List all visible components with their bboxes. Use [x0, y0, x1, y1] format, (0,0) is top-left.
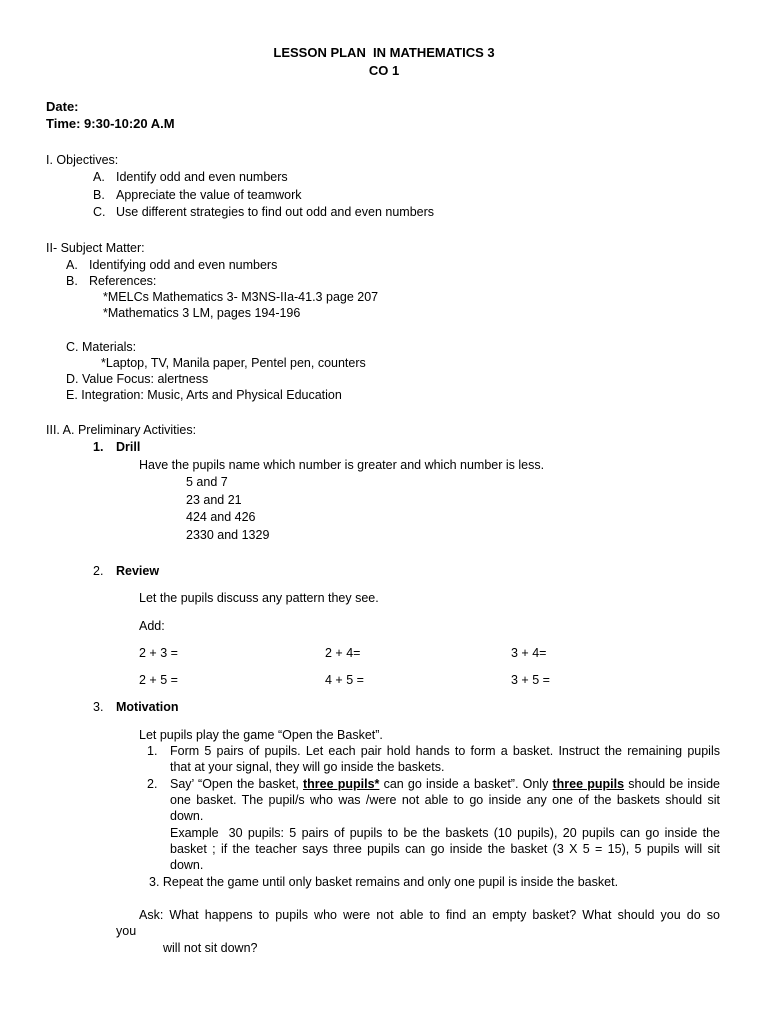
objective-marker: A.: [93, 170, 105, 184]
text-segment: should be inside: [624, 777, 720, 791]
emphasis-text: three pupils: [552, 777, 625, 791]
motivation-intro: Let pupils play the game “Open the Basket”.: [139, 728, 383, 742]
equation: 2 + 4=: [325, 646, 361, 660]
objective-item: Appreciate the value of teamwork: [116, 188, 302, 202]
objective-marker: B.: [93, 188, 105, 202]
equation: 4 + 5 =: [325, 673, 364, 687]
review-number: 2.: [93, 564, 104, 578]
example-text: 30 pupils: 5 pairs of pupils to be the baskets (10 pupils), 20 pupils can go inside the: [228, 826, 720, 840]
subject-marker: A.: [66, 258, 78, 272]
drill-title: Drill: [116, 440, 141, 454]
document-title: LESSON PLAN IN MATHEMATICS 3: [273, 45, 495, 60]
materials-list: *Laptop, TV, Manila paper, Pentel pen, counters: [101, 356, 366, 370]
document-subtitle: CO 1: [368, 63, 400, 78]
objective-marker: C.: [93, 205, 106, 219]
review-title: Review: [116, 564, 160, 578]
drill-pair: 2330 and 1329: [186, 528, 270, 542]
references-label: References:: [89, 274, 157, 288]
equation: 2 + 5 =: [139, 673, 178, 687]
drill-pair: 5 and 7: [186, 475, 228, 489]
example-line: down.: [170, 858, 204, 872]
review-instruction: Let the pupils discuss any pattern they see.: [139, 591, 379, 605]
drill-number: 1.: [93, 440, 104, 454]
ask-line: you: [116, 924, 137, 938]
reference-item: *MELCs Mathematics 3- M3NS-IIa-41.3 page 207: [103, 290, 379, 304]
ask-line: will not sit down?: [163, 941, 258, 955]
subject-marker: B.: [66, 274, 78, 288]
example-label: Example: [170, 826, 219, 840]
materials-label: C. Materials:: [66, 340, 137, 354]
objective-item: Use different strategies to find out odd and even numbers: [116, 205, 435, 219]
equation: 3 + 4=: [511, 646, 547, 660]
add-label: Add:: [139, 619, 165, 633]
drill-instruction: Have the pupils name which number is greater and which number is less.: [139, 458, 545, 472]
example-line: basket ; if the teacher says three pupils can go inside the basket (3 X 5 = 15), 5 pupils will sit: [170, 842, 720, 856]
step-1-line: Form 5 pairs of pupils. Let each pair hold hands to form a basket. Instruct the remaining pupils: [170, 744, 720, 758]
activities-heading: III. A. Preliminary Activities:: [46, 423, 197, 437]
step-number: 2.: [147, 777, 158, 791]
subject-topic: Identifying odd and even numbers: [89, 258, 278, 272]
equation: 3 + 5 =: [511, 673, 550, 687]
text-segment: Say’ “Open the basket,: [170, 777, 303, 791]
emphasis-text: three pupils*: [302, 777, 380, 791]
example-line: [170, 825, 720, 841]
ask-line: Ask: What happens to pupils who were not able to find an empty basket? What should you do so: [139, 908, 720, 922]
integration: E. Integration: Music, Arts and Physical Education: [66, 388, 342, 402]
step-number: 1.: [147, 744, 158, 758]
motivation-number: 3.: [93, 700, 104, 714]
value-focus: D. Value Focus: alertness: [66, 372, 209, 386]
equation: 2 + 3 =: [139, 646, 178, 660]
drill-pair: 424 and 426: [186, 510, 256, 524]
time-label: Time: 9:30-10:20 A.M: [46, 116, 175, 131]
motivation-title: Motivation: [116, 700, 179, 714]
step-2-line: one basket. The pupil/s who was /were not able to go inside any one of the baskets should sit: [170, 793, 720, 807]
step-2-line: [170, 776, 720, 792]
objective-item: Identify odd and even numbers: [116, 170, 288, 184]
text-segment: can go inside a basket”. Only: [379, 777, 553, 791]
drill-pair: 23 and 21: [186, 493, 242, 507]
step-1-line: that at your signal, they will go inside the baskets.: [170, 760, 445, 774]
reference-item: *Mathematics 3 LM, pages 194-196: [103, 306, 301, 320]
objectives-heading: I. Objectives:: [46, 153, 119, 167]
step-2-line: down.: [170, 809, 204, 823]
date-label: Date:: [46, 99, 79, 114]
step-3-line: 3. Repeat the game until only basket remains and only one pupil is inside the basket.: [149, 875, 619, 889]
subject-matter-heading: II- Subject Matter:: [46, 241, 145, 255]
